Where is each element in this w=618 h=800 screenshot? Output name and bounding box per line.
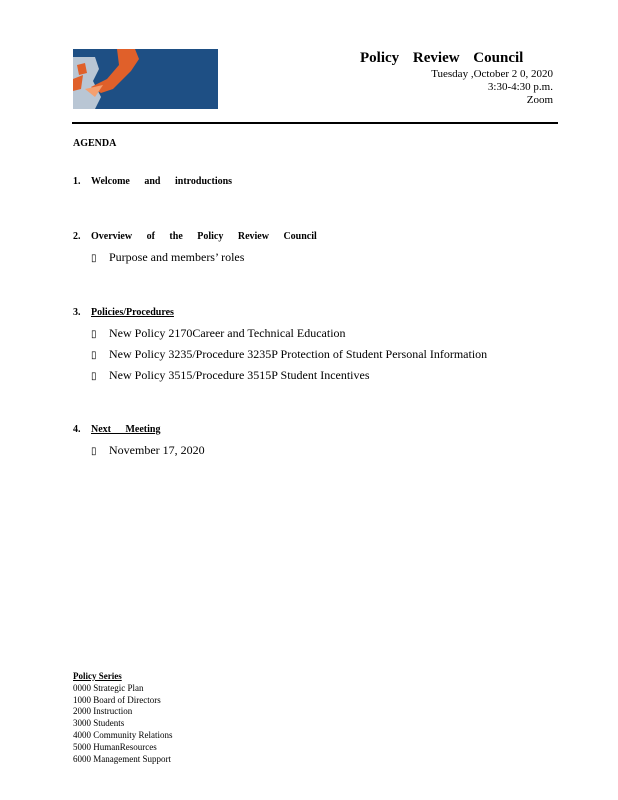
- bullet-icon: ▯: [91, 329, 97, 340]
- district-logo: [73, 49, 218, 109]
- item-number: 2.: [73, 231, 81, 242]
- bullet-text: Purpose and members’ roles: [109, 250, 245, 264]
- bullet-icon: ▯: [91, 253, 97, 264]
- list-item: [91, 368, 370, 383]
- logo-graphic: [73, 49, 218, 109]
- legend-row: 2000 Instruction: [73, 706, 133, 717]
- policy-series-legend: [73, 671, 173, 765]
- bullet-icon: ▯: [91, 350, 97, 361]
- meeting-time: 3:30-4:30 p.m.: [487, 81, 553, 93]
- meeting-date: Tuesday ,October 2 0, 2020: [431, 68, 553, 80]
- legend-row: 3000 Students: [73, 718, 125, 729]
- item-number: 3.: [73, 307, 81, 318]
- bullet-icon: ▯: [91, 371, 97, 382]
- bullet-text: New Policy 2170Career and Technical Education: [109, 326, 346, 340]
- agenda-heading: AGENDA: [73, 138, 117, 149]
- item-label: Welcome and introductions: [91, 176, 233, 187]
- list-item: [91, 347, 487, 362]
- bullet-text: New Policy 3515/Procedure 3515P Student Incentives: [109, 368, 370, 382]
- legend-heading: Policy Series: [73, 671, 122, 681]
- bullet-text: New Policy 3235/Procedure 3235P Protection of Student Personal Information: [109, 347, 488, 361]
- legend-row: 0000 Strategic Plan: [73, 682, 144, 693]
- bullet-icon: ▯: [91, 446, 97, 457]
- bullet-text: November 17, 2020: [109, 443, 205, 457]
- meeting-location: Zoom: [526, 94, 553, 106]
- agenda-item-3: [73, 307, 198, 318]
- agenda-item-2: [73, 231, 317, 242]
- list-item: [91, 250, 244, 265]
- agenda-item-1: [73, 176, 232, 187]
- list-item: [91, 443, 205, 458]
- list-item: [91, 326, 346, 341]
- agenda-item-4: [73, 424, 170, 435]
- header-divider: [72, 122, 558, 124]
- item-number: 4.: [73, 424, 81, 435]
- item-label: Policies/Procedures: [91, 307, 174, 318]
- meeting-title: Policy Review Council: [360, 50, 524, 66]
- item-label: Overview of the Policy Review Council: [91, 231, 317, 242]
- legend-row: 6000 Management Support: [73, 753, 171, 764]
- legend-row: 4000 Community Relations: [73, 729, 173, 740]
- item-label: Next Meeting: [91, 424, 161, 435]
- legend-row: 5000 HumanResources: [73, 741, 157, 752]
- item-number: 1.: [73, 176, 81, 187]
- legend-row: 1000 Board of Directors: [73, 694, 161, 705]
